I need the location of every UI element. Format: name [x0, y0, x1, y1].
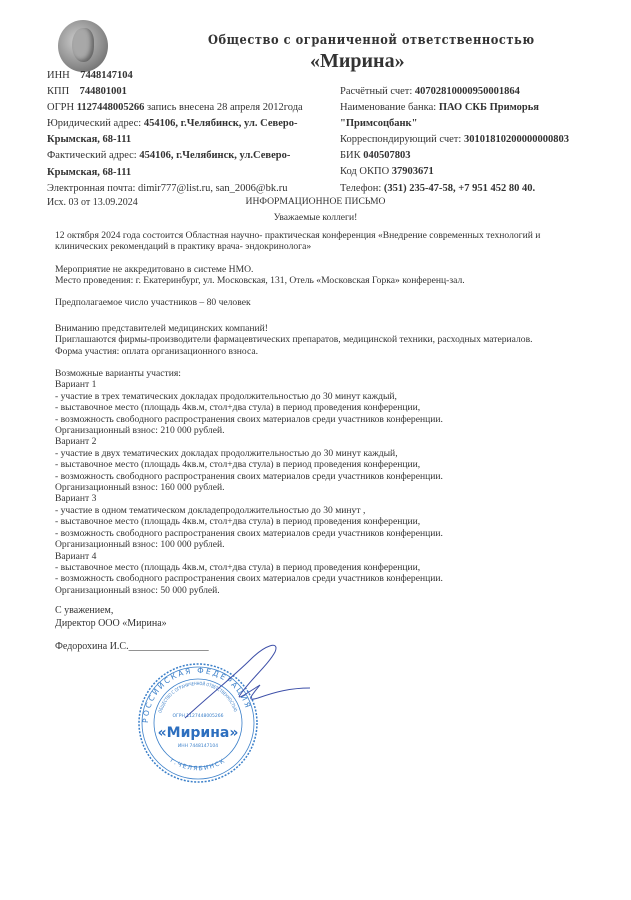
org-name: «Мирина»: [310, 50, 405, 72]
option-item: - возможность свободного распространения своих материалов среди участников конференции.: [55, 413, 443, 425]
option-title: Вариант 3: [55, 493, 97, 505]
actual-address-line2: Крымская, 68-111: [47, 166, 132, 178]
svg-text:г.ЧЕЛЯБИНСК: [169, 757, 227, 772]
option-fee: Организационный взнос: 50 000 рублей.: [55, 584, 220, 596]
account-value: 40702810000950001864: [414, 86, 520, 97]
signer-position: Директор ООО «Мирина»: [55, 617, 167, 629]
ogrn-note: запись внесена 28 апреля 2012года: [147, 102, 303, 114]
option-title: Вариант 4: [55, 550, 97, 562]
letter-title: ИНФОРМАЦИОННОЕ ПИСЬМО: [245, 196, 386, 207]
intro-paragraph: [55, 230, 540, 253]
email-value: dimir777@list.ru, san_2006@bk.ru: [138, 182, 288, 194]
stamp-inn: ИНН 7448147104: [177, 744, 219, 749]
signer-name: Федорохина И.С.: [55, 641, 129, 652]
option-fee: Организационный взнос: 100 000 рублей.: [55, 539, 225, 551]
intro-line: клинических рекомендаций в практику врача- эндокринолога»: [55, 241, 312, 253]
companies-paragraph: [55, 323, 533, 357]
company-logo-coin: [58, 20, 108, 72]
option-item: - выставочное место (площадь 4кв.м, стол+два стула) в период проведения конференции,: [55, 516, 421, 528]
stamp-ogrn: ОГРН 1127448005266: [172, 714, 224, 719]
closing: С уважением,: [55, 605, 114, 616]
option-item: - выставочное место (площадь 4кв.м, стол+два стула) в период проведения конференции,: [55, 402, 421, 414]
option-item: - выставочное место (площадь 4кв.м, стол+два стула) в период проведения конференции,: [55, 561, 421, 573]
bik-label: БИК: [340, 150, 361, 162]
inn-value: 7448147104: [80, 70, 133, 81]
greeting: Уважаемые коллеги!: [273, 212, 358, 223]
signature-line: ________________: [128, 641, 209, 652]
kpp-label: КПП: [47, 86, 70, 98]
stamp-city: г.ЧЕЛЯБИНСК: [168, 757, 228, 773]
options-section: [55, 368, 443, 596]
actual-address-label: Фактический адрес:: [47, 150, 137, 162]
option-item: - возможность свободного распространения своих материалов среди участников конференции.: [55, 573, 443, 585]
handwritten-signature: [140, 640, 320, 720]
stamp-outer-text: РОССИЙСКАЯ ФЕДЕРАЦИЯ: [140, 665, 254, 724]
intro-line: 12 октября 2024 года состоится Областная научно- практическая конференция «Внедрение современных технологий и: [55, 230, 541, 241]
bik-value: 040507803: [363, 150, 411, 162]
participants: Предполагаемое число участников – 80 человек: [55, 297, 251, 308]
org-type: Общество с ограниченной ответственностью: [208, 33, 535, 48]
kpp-value: 744801001: [79, 86, 127, 98]
corr-account-value: 30101810200000000803: [463, 134, 569, 146]
phone-label: Телефон:: [340, 182, 382, 194]
option-title: Вариант 1: [55, 379, 97, 391]
ogrn-label: ОГРН: [47, 102, 75, 114]
legal-address-line2: Крымская, 68-111: [47, 134, 132, 146]
legal-address-label: Юридический адрес:: [47, 118, 142, 130]
option-item: - участие в двух тематических докладах продолжительностью до 30 минут каждый,: [55, 447, 398, 459]
okpo-value: 37903671: [391, 166, 434, 178]
stamp-inner-text: ОБЩЕСТВО С ОГРАНИЧЕННОЙ ОТВЕТСТВЕННОСТЬЮ: [158, 681, 238, 714]
requisites-left: [47, 68, 303, 197]
stamp-name: «Мирина»: [157, 725, 239, 741]
actual-address-line1: 454106, г.Челябинск, ул.Северо-: [139, 150, 291, 162]
bank-label: Наименование банка:: [340, 102, 437, 114]
inn-label: ИНН: [47, 70, 70, 81]
nmo-note: Мероприятие не аккредитовано в системе НМО.: [55, 264, 254, 275]
bank-name-line1: ПАО СКБ Приморья: [438, 102, 539, 114]
option-item: - выставочное место (площадь 4кв.м, стол+два стула) в период проведения конференции,: [55, 459, 421, 471]
option-item: - возможность свободного распространения своих материалов среди участников конференции.: [55, 470, 443, 482]
option-fee: Организационный взнос: 210 000 рублей.: [55, 425, 225, 437]
ogrn-value: 1127448005266: [76, 102, 145, 114]
options-list: [55, 379, 443, 596]
option-item: - участие в трех тематических докладах продолжительностью до 30 минут каждый,: [55, 390, 397, 402]
option-fee: Организационный взнос: 160 000 рублей.: [55, 482, 225, 494]
option-item: - участие в одном тематическом докладепродолжительностью до 30 минут ,: [55, 504, 366, 516]
reference-number: Исх. 03 от 13.09.2024: [47, 197, 138, 208]
email-label: Электронная почта:: [47, 182, 136, 194]
requisites-right: [340, 84, 569, 197]
options-title: Возможные варианты участия:: [55, 368, 181, 379]
venue: Место проведения: г. Екатеринбург, ул. Московская, 131, Отель «Московская Горка» конференц-зал.: [55, 275, 465, 287]
option-item: - возможность свободного распространения своих материалов среди участников конференции.: [55, 527, 443, 539]
phone-value: (351) 235-47-58, +7 951 452 80 40.: [383, 182, 536, 194]
option-title: Вариант 2: [55, 436, 97, 448]
bank-name-line2: "Примсоцбанк": [340, 118, 418, 130]
invite: Приглашаются фирмы-производители фармацевтических препаратов, медицинской техники, расходных материалов.: [55, 334, 533, 346]
venue-paragraph: [55, 264, 465, 287]
legal-address-line1: 454106, г.Челябинск, ул. Северо-: [143, 118, 298, 130]
okpo-label: Код ОКПО: [340, 166, 390, 178]
account-label: Расчётный счет:: [340, 86, 413, 97]
participation-form: Форма участия: оплата организационного взноса.: [55, 345, 258, 357]
corr-account-label: Корреспондирующий счет:: [340, 134, 462, 146]
profile-image: [72, 28, 94, 62]
attention: Вниманию представителей медицинских компаний!: [55, 323, 268, 334]
